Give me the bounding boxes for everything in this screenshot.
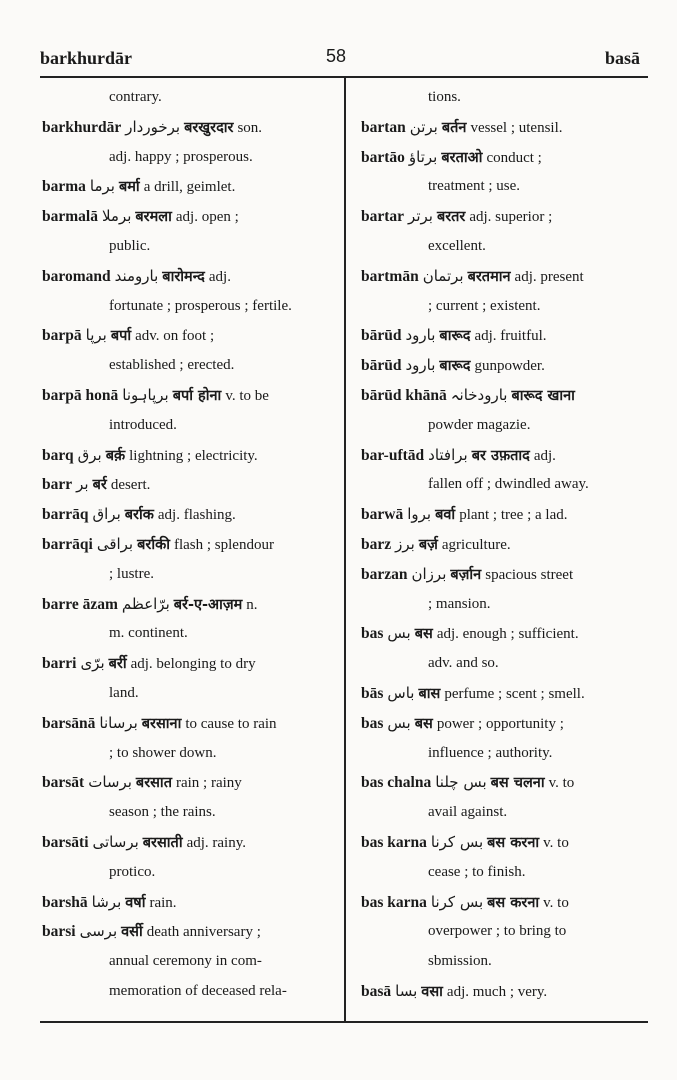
devanagari-script: बर्तन [441, 119, 467, 136]
devanagari-script: बर्र-ए-आज़म [173, 596, 243, 613]
headword: barsāti [42, 833, 89, 851]
left-running-head: barkhurdār [40, 48, 133, 68]
dictionary-entry [361, 441, 651, 471]
entry-continuation [42, 619, 342, 649]
dictionary-entry [361, 709, 651, 739]
headword: bas karna [361, 893, 427, 911]
urdu-script: بس کرنا [430, 832, 484, 851]
gloss-text: to cause to rain [185, 715, 277, 732]
devanagari-script: बस [414, 715, 433, 732]
devanagari-script: बर्क़ [105, 447, 126, 464]
entry-continuation [42, 739, 342, 769]
urdu-script: بر [76, 475, 89, 494]
entry-continuation [42, 232, 342, 262]
entry-continuation [42, 83, 342, 113]
devanagari-script: बर्पा होना [172, 387, 222, 404]
urdu-script: بس [387, 624, 411, 643]
headword: barri [42, 655, 77, 673]
urdu-script: برّی [80, 654, 105, 673]
devanagari-script: बस चलना [490, 775, 545, 792]
gloss-text: adj. happy ; prosperous. [109, 148, 253, 165]
gloss-text: plant ; tree ; a lad. [459, 507, 568, 524]
headword: barrāqi [42, 535, 93, 553]
dictionary-entry [42, 590, 342, 620]
urdu-script: برخوردار [125, 117, 181, 136]
headword: bārūd khānā [361, 386, 447, 404]
gloss-text: power ; opportunity ; [436, 715, 564, 732]
headword: barz [361, 535, 392, 553]
headword: bartmān [361, 267, 419, 285]
dictionary-entry [42, 470, 342, 500]
devanagari-script: बास [418, 685, 441, 702]
entry-continuation [361, 232, 651, 262]
gloss-text: vessel ; utensil. [470, 119, 563, 136]
urdu-script: باس [387, 683, 415, 702]
gloss-text: perfume ; scent ; smell. [444, 685, 585, 702]
dictionary-entry [361, 500, 651, 530]
page-header [0, 0, 677, 80]
gloss-text: flash ; splendour [173, 536, 274, 553]
headword: barpā honā [42, 386, 119, 404]
entry-continuation [361, 917, 651, 947]
urdu-script: برتن [409, 117, 438, 136]
devanagari-script: बर्मा [118, 179, 140, 196]
headword: barma [42, 178, 86, 196]
headword: bas chalna [361, 774, 432, 792]
gloss-text: land. [109, 684, 139, 701]
devanagari-script: बर्राकी [137, 536, 170, 553]
urdu-script: بارومند [114, 266, 159, 285]
gloss-text: fallen off ; dwindled away. [428, 476, 589, 493]
gloss-text: adj. open ; [175, 209, 239, 226]
gloss-text: lightning ; electricity. [129, 447, 258, 464]
devanagari-script: बर्राक [124, 507, 154, 524]
gloss-text: son. [237, 119, 263, 136]
gloss-text: influence ; authority. [428, 744, 553, 761]
dictionary-entry [42, 917, 342, 947]
gloss-text: adj. [208, 268, 231, 285]
urdu-script: بارود [405, 356, 436, 375]
gloss-text: introduced. [109, 416, 177, 433]
gloss-text: death anniversary ; [146, 924, 261, 941]
right-column [361, 83, 651, 1007]
devanagari-script: बरसाती [142, 834, 183, 851]
gloss-text: fortunate ; prosperous ; fertile. [109, 297, 292, 314]
urdu-script: برزان [411, 564, 447, 583]
gloss-text: season ; the rains. [109, 804, 216, 821]
devanagari-script: बर्पा [110, 328, 132, 345]
gloss-text: v. to be [225, 387, 269, 404]
urdu-script: برما [89, 177, 115, 196]
dictionary-entry [361, 351, 651, 381]
devanagari-script: बस करना [487, 894, 540, 911]
urdu-script: بسا [395, 981, 418, 1000]
devanagari-script: बर्र [92, 477, 107, 494]
dictionary-entry [361, 143, 651, 173]
headword: bartar [361, 208, 405, 226]
gloss-text: adv. on foot ; [135, 328, 215, 345]
headword: bartāo [361, 148, 405, 166]
urdu-script: بارودخانہ [450, 385, 508, 404]
headword: barr [42, 476, 73, 494]
urdu-script: بروا [407, 505, 432, 524]
dictionary-entry [361, 768, 651, 798]
dictionary-entry [361, 202, 651, 232]
urdu-script: برسات [88, 773, 132, 792]
urdu-script: برشا [91, 892, 122, 911]
urdu-script: برملا [101, 207, 132, 226]
devanagari-script: बरतर [436, 209, 466, 226]
headword: bārūd [361, 357, 402, 375]
urdu-script: برتمان [422, 266, 464, 285]
gloss-text: v. to [543, 834, 569, 851]
headword: barzan [361, 565, 408, 583]
devanagari-script: बस करना [487, 834, 540, 851]
devanagari-script: बर उफ़ताद [471, 447, 530, 464]
gloss-text: conduct ; [486, 149, 542, 166]
gloss-text: rain. [149, 894, 177, 911]
dictionary-entry [42, 381, 342, 411]
urdu-script: برپا [85, 326, 107, 345]
gloss-text: adj. [533, 447, 556, 464]
urdu-script: بارود [405, 326, 436, 345]
gloss-text: adj. enough ; sufficient. [436, 626, 579, 643]
gloss-text: contrary. [109, 89, 162, 105]
entry-continuation [361, 798, 651, 828]
gloss-text: sbmission. [428, 953, 492, 970]
headword: barpā [42, 327, 82, 345]
devanagari-script: बरसाना [141, 715, 182, 732]
devanagari-script: बरतमान [467, 268, 511, 285]
dictionary-entry [42, 828, 342, 858]
entry-continuation [361, 83, 651, 113]
dictionary-entry [42, 709, 342, 739]
gloss-text: adj. superior ; [469, 209, 553, 226]
headword: bartan [361, 118, 406, 136]
headword: barsāt [42, 774, 85, 792]
entry-continuation [42, 977, 342, 1007]
headword: barq [42, 446, 74, 464]
gloss-text: adj. rainy. [186, 834, 246, 851]
urdu-script: برافتاد [428, 445, 468, 464]
entry-continuation [361, 739, 651, 769]
headword: barsānā [42, 714, 96, 732]
dictionary-entry [361, 679, 651, 709]
urdu-script: برپاہونا [122, 385, 169, 404]
entry-continuation [42, 947, 342, 977]
devanagari-script: बारूद खाना [511, 387, 575, 404]
headword: bas karna [361, 833, 427, 851]
left-column [42, 83, 342, 1007]
gloss-text: a drill, geimlet. [143, 179, 236, 196]
gloss-text: ; lustre. [109, 565, 154, 582]
gloss-text: ; current ; existent. [428, 297, 541, 314]
gloss-text: spacious street [485, 566, 574, 583]
devanagari-script: वर्षा [125, 894, 146, 911]
gloss-text: protico. [109, 863, 156, 880]
dictionary-entry [42, 321, 342, 351]
entry-continuation [42, 798, 342, 828]
devanagari-script: बरमला [135, 209, 172, 226]
dictionary-entry [42, 768, 342, 798]
urdu-script: برق [77, 445, 102, 464]
entry-continuation [361, 858, 651, 888]
urdu-script: برسی [79, 922, 118, 941]
page-number: 58 [326, 46, 347, 66]
dictionary-entry [42, 888, 342, 918]
footer-rule [40, 1021, 648, 1023]
gloss-text: m. continent. [109, 625, 188, 642]
entry-continuation [361, 411, 651, 441]
gloss-text: desert. [110, 477, 151, 494]
gloss-text: gunpowder. [474, 358, 545, 375]
entry-continuation [361, 947, 651, 977]
dictionary-entry [361, 560, 651, 590]
headword: barkhurdār [42, 118, 122, 136]
headword: basā [361, 982, 392, 1000]
devanagari-script: बरखुरदार [184, 119, 234, 136]
devanagari-script: बर्ज़ान [450, 566, 482, 583]
urdu-script: براقی [96, 534, 134, 553]
gloss-text: excellent. [428, 237, 486, 254]
gloss-text: rain ; rainy [175, 775, 242, 792]
gloss-text: v. to [548, 775, 575, 792]
dictionary-entry [42, 441, 342, 471]
headword: barwā [361, 506, 404, 524]
urdu-script: برساتی [92, 832, 139, 851]
gloss-text: powder magazie. [428, 416, 531, 433]
dictionary-entry [42, 649, 342, 679]
gloss-text: annual ceremony in com- [109, 953, 262, 970]
right-running-head: basā [604, 48, 640, 68]
gloss-text: adj. flashing. [157, 507, 236, 524]
dictionary-entry [361, 977, 651, 1007]
dictionary-entry [361, 530, 651, 560]
entry-continuation [361, 590, 651, 620]
devanagari-script: बर्री [108, 656, 127, 673]
urdu-script: بس [387, 713, 411, 732]
urdu-script: بس کرنا [430, 892, 484, 911]
urdu-script: بس چلنا [435, 773, 487, 792]
urdu-script: برتر [408, 207, 433, 226]
entry-continuation [42, 560, 342, 590]
gloss-text: public. [109, 237, 151, 254]
gloss-text: adj. present [514, 268, 584, 285]
gloss-text: adj. fruitful. [474, 328, 547, 345]
entry-continuation [361, 172, 651, 202]
dictionary-entry [42, 202, 342, 232]
dictionary-entry [361, 262, 651, 292]
dictionary-entry [361, 113, 651, 143]
devanagari-script: बारूद [439, 358, 471, 375]
headword: baromand [42, 267, 111, 285]
headword: bas [361, 714, 384, 732]
gloss-text: adj. belonging to dry [130, 656, 256, 673]
gloss-text: memoration of deceased rela- [109, 982, 287, 999]
dictionary-entry [361, 828, 651, 858]
urdu-script: برسانا [99, 713, 138, 732]
dictionary-entry [361, 888, 651, 918]
dictionary-entry [361, 321, 651, 351]
entry-continuation [361, 649, 651, 679]
gloss-text: ; mansion. [428, 595, 491, 612]
entry-continuation [42, 292, 342, 322]
urdu-script: براق [92, 505, 121, 524]
dictionary-entry [42, 113, 342, 143]
entry-continuation [42, 411, 342, 441]
dictionary-entry [42, 530, 342, 560]
dictionary-entry [361, 381, 651, 411]
entry-continuation [42, 858, 342, 888]
dictionary-entry [361, 619, 651, 649]
devanagari-script: बरताओ [441, 149, 483, 166]
headword: bās [361, 684, 384, 702]
dictionary-entry [42, 500, 342, 530]
gloss-text: established ; erected. [109, 357, 235, 374]
headword: bas [361, 625, 384, 643]
dictionary-entry [42, 262, 342, 292]
headword: barsi [42, 923, 76, 941]
devanagari-script: बर्ज़ [418, 536, 438, 553]
gloss-text: adj. much ; very. [446, 983, 548, 1000]
urdu-script: برز [395, 534, 415, 553]
headword: barmalā [42, 208, 98, 226]
devanagari-script: बरसात [135, 775, 172, 792]
entry-continuation [42, 143, 342, 173]
devanagari-script: बस [414, 626, 433, 643]
urdu-script: برتاؤ [408, 147, 438, 166]
headword: barre āzam [42, 595, 118, 613]
urdu-script: برّاعظم [121, 594, 170, 613]
entry-continuation [42, 351, 342, 381]
headword: barshā [42, 893, 88, 911]
devanagari-script: बारूद [439, 328, 471, 345]
gloss-text: adv. and so. [428, 655, 499, 672]
gloss-text: treatment ; use. [428, 178, 521, 195]
devanagari-script: वसा [421, 983, 443, 1000]
entry-continuation [42, 679, 342, 709]
headword: barrāq [42, 506, 89, 524]
entry-continuation [361, 470, 651, 500]
gloss-text: avail against. [428, 804, 508, 821]
dictionary-entry [42, 172, 342, 202]
column-divider [344, 78, 346, 1022]
headword: bārūd [361, 327, 402, 345]
devanagari-script: बारोमन्द [162, 268, 205, 285]
gloss-text: cease ; to finish. [428, 863, 526, 880]
headword: bar-uftād [361, 446, 425, 464]
gloss-text: tions. [428, 89, 461, 105]
gloss-text: ; to shower down. [109, 744, 217, 761]
gloss-text: agriculture. [441, 536, 511, 553]
devanagari-script: वर्सी [121, 924, 143, 941]
devanagari-script: बर्वा [435, 507, 456, 524]
gloss-text: overpower ; to bring to [428, 923, 567, 940]
gloss-text: n. [246, 596, 258, 613]
gloss-text: v. to [543, 894, 569, 911]
entry-continuation [361, 292, 651, 322]
